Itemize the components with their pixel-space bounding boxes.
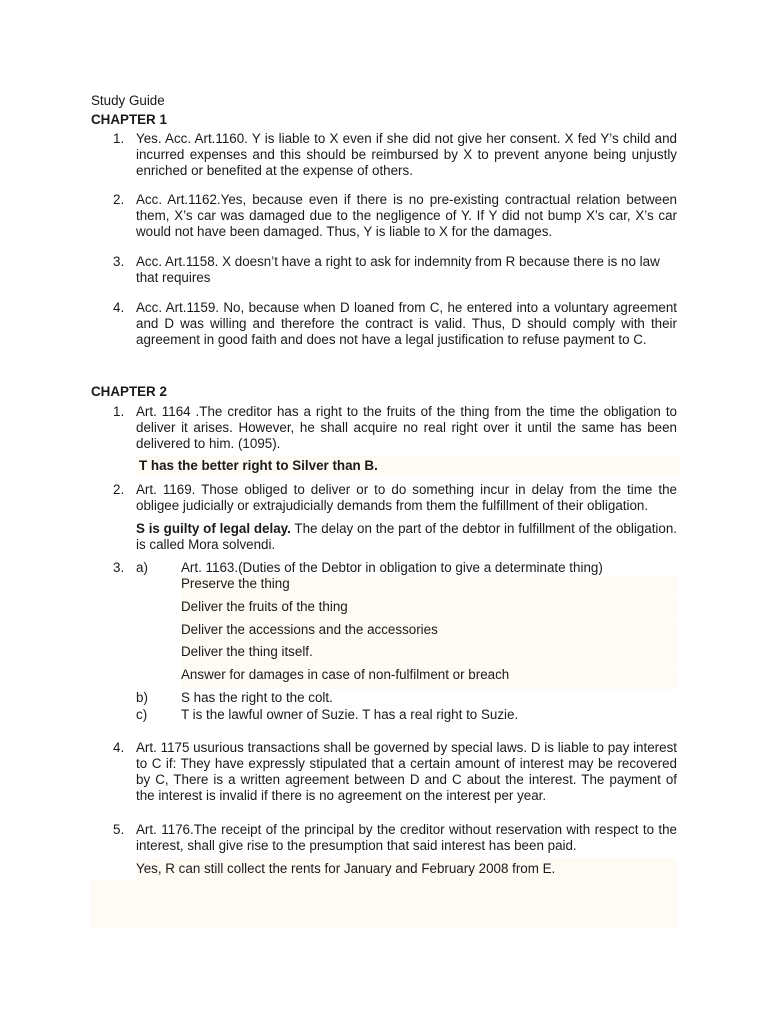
list-text [136, 131, 677, 179]
sub-c-text: T is the lawful owner of Suzie. T has a real right to Suzie. [181, 707, 519, 722]
ch2-item-5-answer: Yes, R can still collect the rents for January and February 2008 from E. [136, 858, 677, 880]
ch2-item-1-answer: T has the better right to Silver than B. [136, 456, 680, 476]
list-number: 4. [113, 740, 125, 755]
duty-item: Preserve the thing [181, 576, 677, 598]
sub-letter-c: c) [136, 707, 148, 722]
item-body: Acc. Art.1160. Y is liable to X even if she did not give her consent. X fed Y’s child and incurred expenses and this should be reimbursed by X to prevent anyone being unjustly enriched or benefited at the expense of others. [136, 131, 677, 178]
list-number: 4. [113, 300, 125, 315]
list-text: Art. 1175 usurious transactions shall be governed by special laws. D is liable to pay interest to C if: They have expressly stipulated that a certain amount of interest may be recovered by C, There is a written agreement between D and C about the interest. The payment of the interest is invalid if there is no agreement on the interest per year. [136, 740, 677, 803]
answer-bold: S is guilty of legal delay. [136, 521, 291, 536]
list-text: Acc. Art.1159. No, because when D loaned from C, he entered into a voluntary agreement and D was willing and therefore the contract is valid. Thus, D should comply with their agreement in good faith and does not have a legal justification to refuse payment to C. [136, 300, 677, 347]
chapter-1-heading: CHAPTER 1 [91, 112, 167, 127]
sub-b-text: S has the right to the colt. [181, 690, 333, 705]
list-number: 1. [113, 131, 125, 146]
list-number: 5. [113, 822, 125, 837]
duty-item: Answer for damages in case of non-fulfilment or breach [181, 667, 677, 689]
list-number: 1. [113, 404, 125, 419]
duty-item: Deliver the accessions and the accessories [181, 622, 677, 644]
list-text: Acc. Art.1162.Yes, because even if there is no pre-existing contractual relation between them, X’s car was damaged due to the negligence of Y. If Y did not bump X’s car, X’s car would not have been damaged. Thus, Y is liable to X for the damages. [136, 192, 677, 239]
list-number: 3. [113, 560, 125, 575]
list-number: 2. [113, 192, 125, 207]
chapter-2-heading: CHAPTER 2 [91, 384, 167, 399]
duty-item: Deliver the fruits of the thing [181, 599, 677, 621]
duty-item: Deliver the thing itself. [181, 644, 677, 666]
answer-text: The delay on the part of the debtor in fulfillment of the obligation. is called Mora solvendi. [136, 521, 677, 552]
list-text: Art. 1176.The receipt of the principal by the creditor without reservation with respect to the interest, shall give rise to the presumption that said interest has been paid. [136, 822, 677, 853]
list-text: Acc. Art.1158. X doesn’t have a right to ask for indemnity from R because there is no law that requires [136, 254, 660, 285]
shaded-blank-area [91, 880, 677, 928]
lead-word: Yes. [136, 131, 162, 146]
sub-letter-a: a) [136, 560, 148, 575]
document-title: Study Guide [91, 93, 165, 108]
sub-letter-b: b) [136, 690, 148, 705]
sub-a-text: Art. 1163.(Duties of the Debtor in obligation to give a determinate thing) [181, 560, 603, 575]
list-text: Art. 1169. Those obliged to deliver or to do something incur in delay from the time the obligee judicially or extrajudicially demands from them the fulfillment of their obligation. [136, 482, 677, 513]
ch2-item-2-answer [136, 521, 677, 553]
list-text: Art. 1164 .The creditor has a right to the fruits of the thing from the time the obligation to deliver it arises. However, he shall acquire no real right over it until the same has been delivered to him. (1095). [136, 404, 677, 451]
list-number: 3. [113, 254, 125, 269]
list-number: 2. [113, 482, 125, 497]
